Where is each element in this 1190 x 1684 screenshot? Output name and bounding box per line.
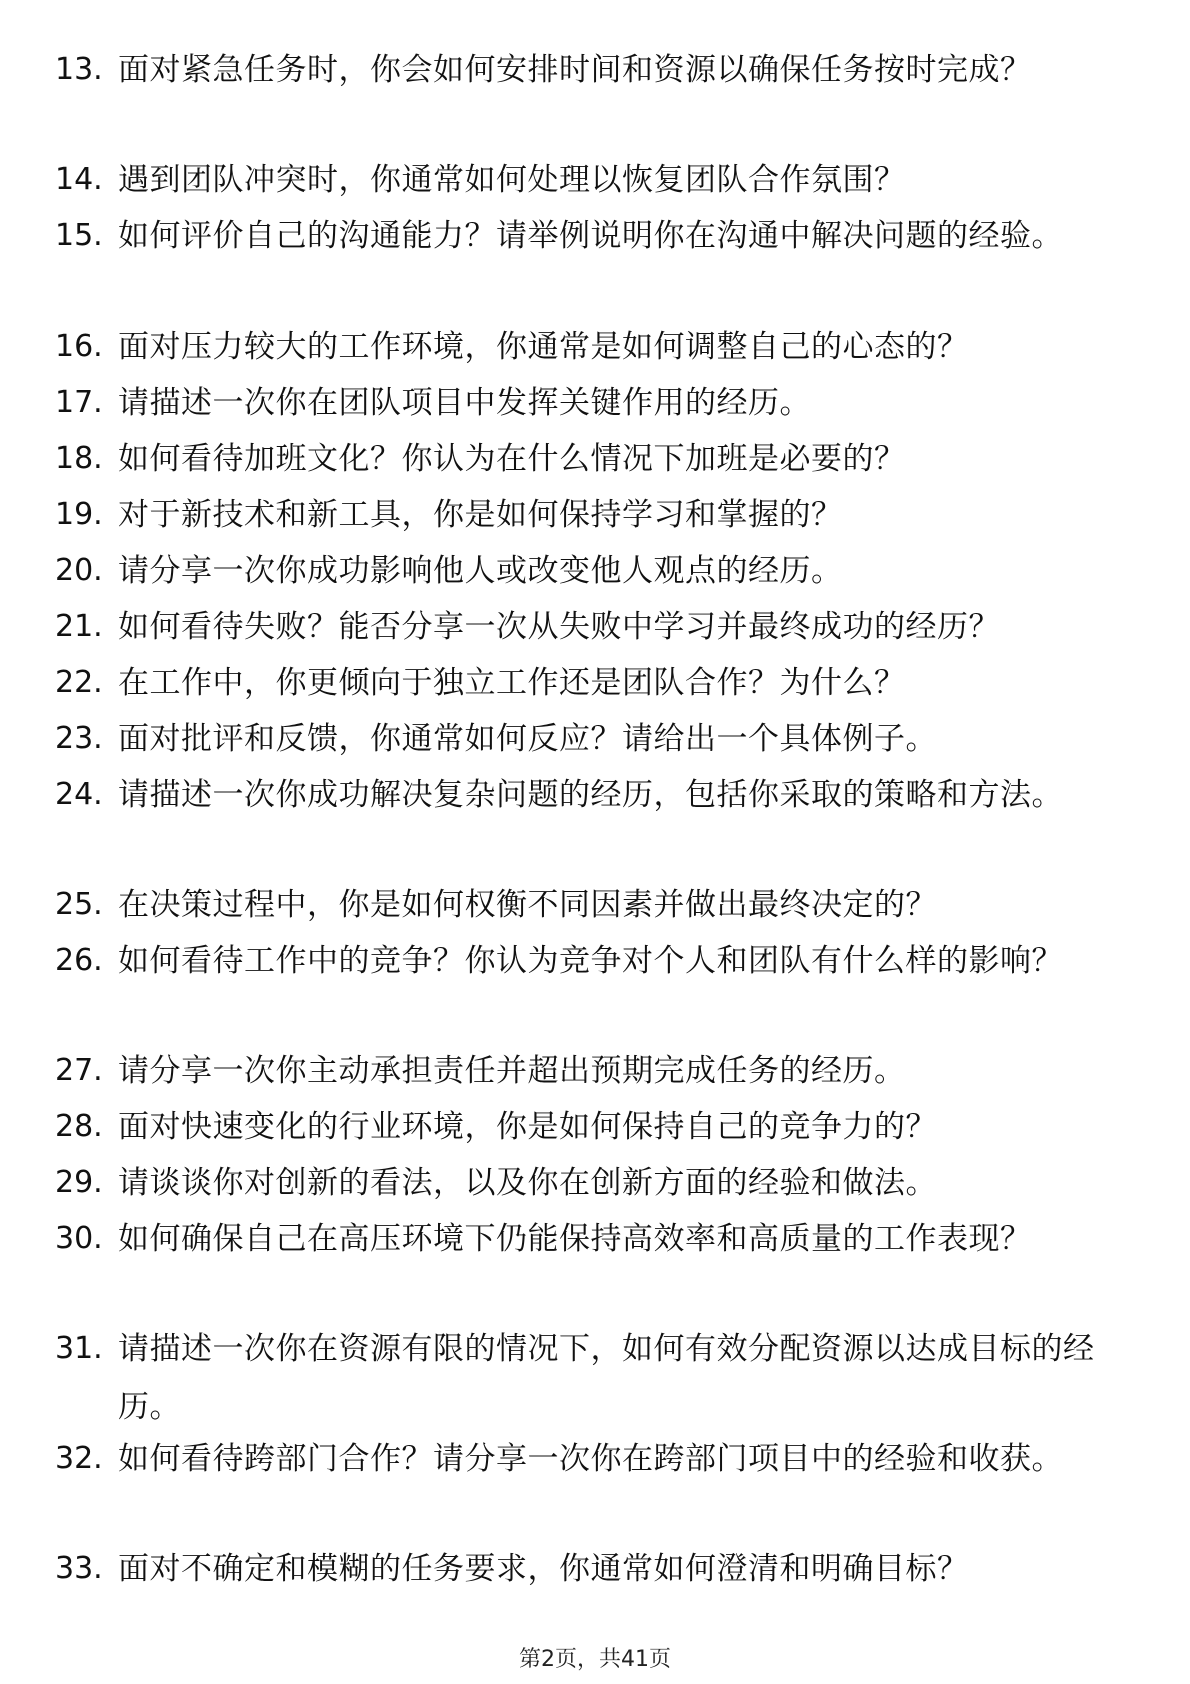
question-number: 28. xyxy=(55,1109,103,1144)
question-number: 25. xyxy=(55,887,103,922)
question-number: 31. xyxy=(55,1331,103,1366)
question-number: 26. xyxy=(55,943,103,978)
question-number: 14. xyxy=(55,162,103,197)
question-number: 33. xyxy=(55,1551,103,1586)
question-text: 如何看待失败？能否分享一次从失败中学习并最终成功的经历？ xyxy=(118,609,1000,645)
question-text: 如何评价自己的沟通能力？请举例说明你在沟通中解决问题的经验。 xyxy=(118,218,1063,254)
question-number: 30. xyxy=(55,1221,103,1256)
question-number: 15. xyxy=(55,218,103,253)
question-text: 请分享一次你主动承担责任并超出预期完成任务的经历。 xyxy=(118,1053,906,1089)
question-text: 如何看待加班文化？你认为在什么情况下加班是必要的？ xyxy=(118,441,906,477)
question-number: 29. xyxy=(55,1165,103,1200)
question-number: 24. xyxy=(55,777,103,812)
question-number: 27. xyxy=(55,1053,103,1088)
question-number: 23. xyxy=(55,721,103,756)
question-number: 16. xyxy=(55,329,103,364)
question-text: 请描述一次你在资源有限的情况下，如何有效分配资源以达成目标的经历。 xyxy=(118,1331,1095,1425)
question-number: 21. xyxy=(55,609,103,644)
question-text: 对于新技术和新工具，你是如何保持学习和掌握的？ xyxy=(118,497,843,533)
question-text: 面对快速变化的行业环境，你是如何保持自己的竞争力的？ xyxy=(118,1109,937,1145)
question-text: 如何确保自己在高压环境下仍能保持高效率和高质量的工作表现？ xyxy=(118,1221,1032,1257)
question-number: 32. xyxy=(55,1441,103,1476)
question-text: 请描述一次你在团队项目中发挥关键作用的经历。 xyxy=(118,385,811,421)
question-text: 面对紧急任务时，你会如何安排时间和资源以确保任务按时完成？ xyxy=(118,52,1032,88)
question-number: 18. xyxy=(55,441,103,476)
question-text: 在工作中，你更倾向于独立工作还是团队合作？为什么？ xyxy=(118,665,906,701)
question-text: 面对不确定和模糊的任务要求，你通常如何澄清和明确目标？ xyxy=(118,1551,969,1587)
question-text: 如何看待工作中的竞争？你认为竞争对个人和团队有什么样的影响？ xyxy=(118,943,1063,979)
page-footer: 第2页，共41页 xyxy=(519,1647,671,1672)
question-number: 13. xyxy=(55,52,103,87)
question-number: 19. xyxy=(55,497,103,532)
question-text: 如何看待跨部门合作？请分享一次你在跨部门项目中的经验和收获。 xyxy=(118,1441,1063,1477)
question-number: 22. xyxy=(55,665,103,700)
question-text: 遇到团队冲突时，你通常如何处理以恢复团队合作氛围？ xyxy=(118,162,906,198)
question-text: 在决策过程中，你是如何权衡不同因素并做出最终决定的？ xyxy=(118,887,937,923)
question-text: 请描述一次你成功解决复杂问题的经历，包括你采取的策略和方法。 xyxy=(118,777,1063,813)
question-text: 请分享一次你成功影响他人或改变他人观点的经历。 xyxy=(118,553,843,589)
question-text: 请谈谈你对创新的看法，以及你在创新方面的经验和做法。 xyxy=(118,1165,937,1201)
question-number: 17. xyxy=(55,385,103,420)
question-text: 面对压力较大的工作环境，你通常是如何调整自己的心态的？ xyxy=(118,329,969,365)
question-number: 20. xyxy=(55,553,103,588)
question-text: 面对批评和反馈，你通常如何反应？请给出一个具体例子。 xyxy=(118,721,937,757)
